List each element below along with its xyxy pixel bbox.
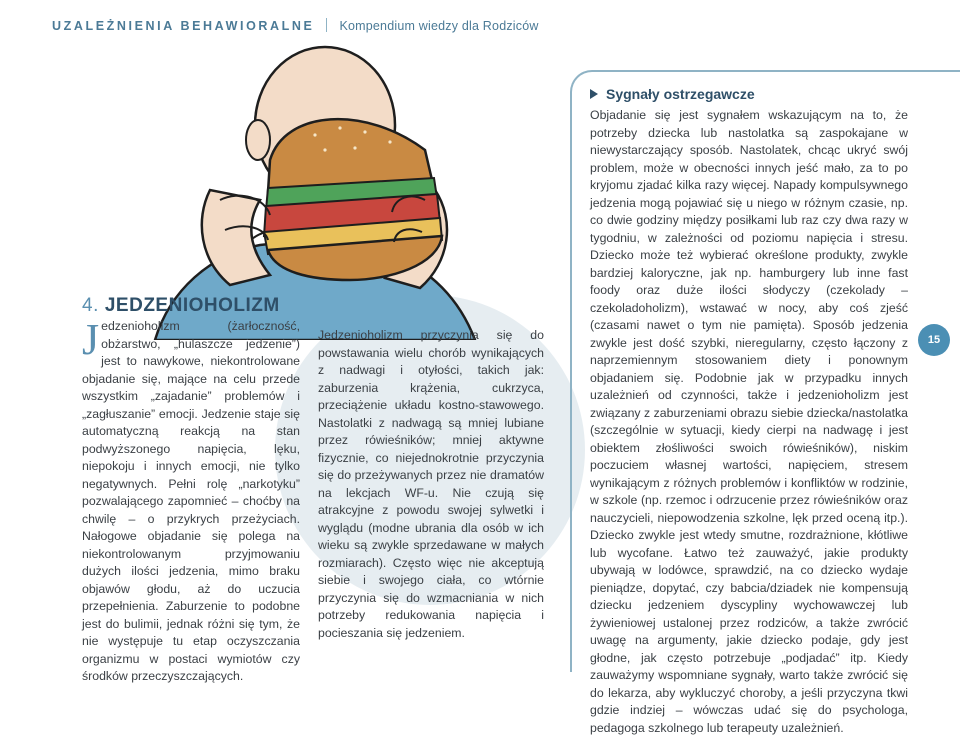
column-intro [82,315,300,686]
intro-paragraph: edzenioholizm (żarłoczność, obżarstwo, „hulaszcze jedzenie”) jest to nawykowe, niekontrolowane objadanie się, mające na celu przede wszystkim „zajadanie” problemów i „zagłuszanie” emocji. Jedzenie staje się automatyczną reakcją na stan podwyższonego napięcia, lęku, niepokoju i innych emocji, nie tylko negatywnych. Pełni rolę „narkotyku” pozwalającego zapomnieć – choćby na chwilę – o przykrych przeżyciach. Nałogowe objadanie się polega na niekontrolowanym przyjmowaniu dużych ilości jedzenia, mimo braku objawów głodu, aż do uczucia przepełnienia. Zaburzenie to podobne jest do bulimii, jednak różni się tym, że nie występuje tu etap oczyszczania organizmu w postaci wymiotów czy środków przeczyszczających. [82,319,300,683]
header-subtitle: Kompendium wiedzy dla Rodziców [339,19,539,33]
sidebar-title: Sygnały ostrzegawcze [606,86,755,102]
running-header [52,18,539,33]
chapter-heading [82,295,280,317]
drop-cap: J [82,315,100,364]
page-number-badge: 15 [918,324,950,356]
sidebar-heading [590,86,755,102]
sidebar-body [590,107,908,737]
sidebar-paragraph: Objadanie się jest sygnałem wskazującym na to, że potrzeby dziecka lub nastolatka są zaspokajane w niewystarczający sposób. Nastolatek, chcąc ukryć swój problem, może w obecności innych jeść mało, za to po kryjomu zjadać kilka razy więcej. Napady kompulsywnego jedzenia mogą pojawiać się u niego w różnym czasie, np. co dwie godziny między posiłkami lub raz czy dwa razy w tygodniu, w zależności od poziomu napięcia i stresu. Dziecko może też wybierać określone produkty, zwykle bardziej kaloryczne, jak np. hamburgery lub inne fast foody oraz duże ilości słodyczy (czekolady – czekoladoholizm), wstawać w nocy, aby coś zjeść (czasami nawet o tym nie pamięta). Sposób jedzenia zwykle jest dość szybki, nieregularny, często łączony z naprzemiennym stosowaniem diety i ponownym objadaniem się. Podobnie jak w przypadku innych uzależnień od czynności, także i jedzenioholizm jest związany z zaburzeniami obrazu siebie dziecka/nastolatka (szczególnie w sytuacji, kiedy cierpi na nadwagę i jest obiektem złośliwości swoich rówieśników), niskim poczuciem własnej wartości, napięciem, stresem wynikającym z różnych problemów i konfliktów w rodzinie, w szkole (np. rzemoc i odrzucenie przez rówieśników oraz nauczycieli, niepowodzenia szkolne, lęk przed oceną itp.). Dziecko zwykle jest wtedy smutne, rozdrażnione, kłótliwe lub wycofane. Łatwo też zauważyć, jakie produkty ubywają w lodówce, sprawdzić, na co dziecko wydaje pieniądze, dopytać, czy babcia/dziadek nie kompensują dziecku jedzeniem dyscypliny wychowawczej lub żywieniowej ustalonej przez rodziców, a także zwrócić uwagę na argumenty, jakie dziecko podaje, gdy jest głodne, jak często potrzebuje „podjadać” itp. Kiedy zauważymy wspomniane sygnały, warto także zwrócić się do lekarza, aby wykluczyć choroby, a jeśli przyczyna tkwi gdzie indziej – wówczas udać się do psychologa, pedagoga szkolnego lub terapeuty uzależnień. [590,108,908,735]
column-consequences [318,327,544,642]
consequences-paragraph: Jedzenioholizm przyczynia się do powstawania wielu chorób wynikających z nadwagi i otyłości, takich jak: zaburzenia krążenia, cukrzyca, przeciążenie układu kostno-stawowego. Nastolatki z nadwagą są mniej lubiane przez rówieśników; mniej aktywne fizycznie, co niejednokrotnie przyczynia się do przeżywanych przez nie dramatów na lekcjach WF-u. Nie czują się atrakcyjne z powodu swojej sylwetki i wyglądu (modne ubrania dla osób w ich wieku są zwykle sprzedawane w małych rozmiarach). Często więc nie akceptują siebie i swojego ciała, co wtórnie przyczynia się do wzmacniania w nich potrzeby redukowania napięcia i pocieszania się jedzeniem. [318,328,544,640]
series-title: UZALEŻNIENIA BEHAWIORALNE [52,19,315,33]
chapter-number: 4. [82,295,99,316]
header-divider [326,18,327,32]
triangle-bullet-icon [590,89,598,99]
chapter-title: JEDZENIOHOLIZM [104,295,280,316]
